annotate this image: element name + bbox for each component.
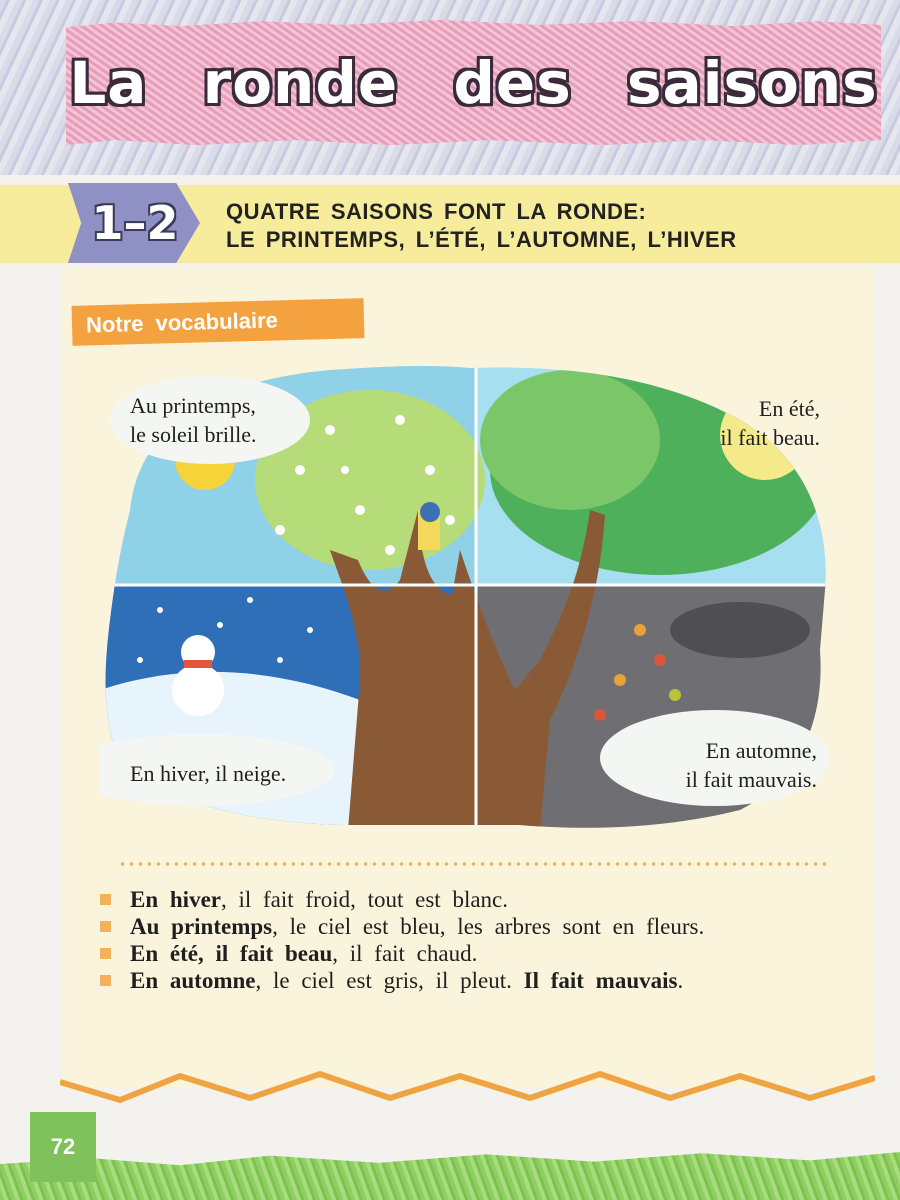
section-number: 1–2 xyxy=(91,196,179,250)
snowman-icon xyxy=(172,664,224,716)
section-title-line-1: QUATRE SAISONS FONT LA RONDE: xyxy=(226,199,647,224)
rain-cloud-icon xyxy=(670,602,810,658)
section-title-line-2: LE PRINTEMPS, L’ÉTÉ, L’AUTOMNE, L’HIVER xyxy=(226,227,737,252)
vocabulary-tag: Notre vocabulaire xyxy=(72,298,365,346)
caption-autumn: En automne, il fait mauvais. xyxy=(685,738,817,792)
caption-summer: En été, il fait beau. xyxy=(720,396,820,450)
bullet-square-icon xyxy=(100,975,111,986)
list-item: En automne, le ciel est gris, il pleut. Il fait mauvais. xyxy=(100,967,842,994)
page-number: 72 xyxy=(30,1112,96,1182)
list-item: Au printemps, le ciel est bleu, les arbres sont en fleurs. xyxy=(100,913,842,940)
section-title xyxy=(226,198,886,254)
bullet-square-icon xyxy=(100,894,111,905)
zigzag-border xyxy=(60,1068,875,1104)
season-bullet-list xyxy=(100,886,842,994)
bullet-square-icon xyxy=(100,948,111,959)
list-item: En été, il fait beau, il fait chaud. xyxy=(100,940,842,967)
caption-spring: Au printemps, le soleil brille. xyxy=(130,393,257,447)
page-title: La ronde des saisons xyxy=(69,48,878,117)
caption-winter: En hiver, il neige. xyxy=(130,761,287,786)
bullet-square-icon xyxy=(100,921,111,932)
list-item: En hiver, il fait froid, tout est blanc. xyxy=(100,886,842,913)
dotted-divider xyxy=(118,862,830,866)
grass-strip xyxy=(0,1140,900,1200)
